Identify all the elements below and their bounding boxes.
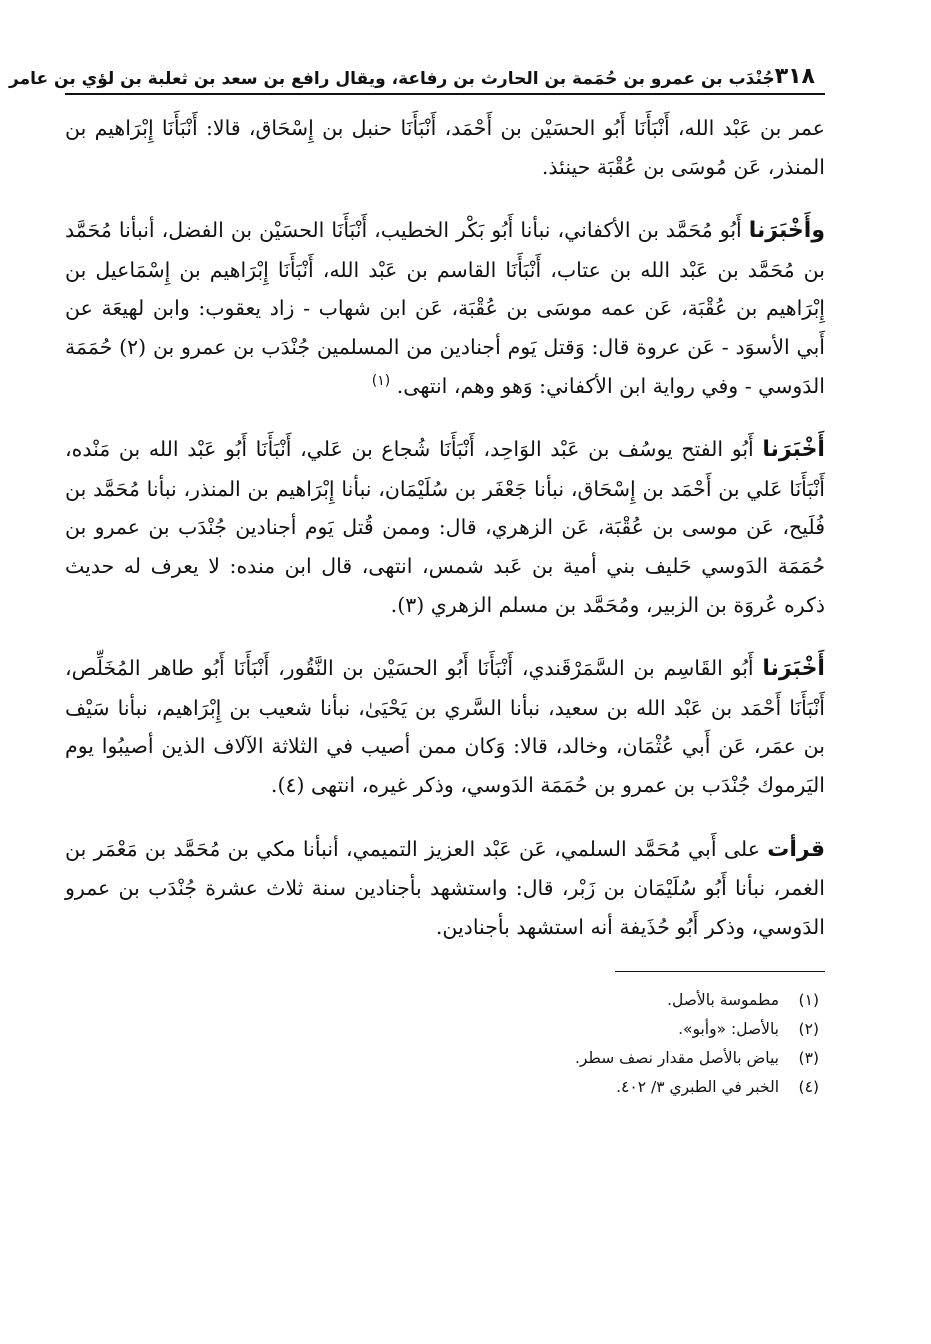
- paragraph-5: [65, 830, 825, 947]
- footnote-divider: [615, 971, 825, 972]
- paragraph-lead: قرأت: [767, 836, 825, 862]
- paragraph-lead: أَخْبَرَنا: [762, 437, 825, 463]
- footnote-number: (١): [798, 991, 819, 1010]
- paragraph-1: [65, 109, 825, 186]
- running-header-title: جُنْدَب بن عمرو بن حُمَمة بن الحارث بن رفاعة، ويقال رافع بن سعد بن ثعلبة بن لؤي بن عامر: [9, 69, 775, 89]
- paragraph-2: [65, 211, 825, 405]
- paragraph-text: أَبُو الفتح يوسُف بن عَبْد الوَاحِد، أَنْبَأَنَا شُجاع بن عَلي، أَنْبَأَنَا أَبُو عَبْد الله بن مَنْده، أَنْبَأَنَا عَلي بن أَحْمَد بن إِسْحَاق، نبأنا جَعْفَر بن سُلَيْمَان، نبأنا إِبْرَاهيم بن المنذر، نبأنا مُحَمَّد بن فُلَيح، عَن موسى بن عُقْبَة، عَن الزهري، قال: وممن قُتل يَوم أجنادين جُنْدَب بن عمرو بن حُمَمَة الدَوسي حَليف بني أمية بن عَبد شمس، انتهى، قال ابن منده: لا يعرف له حديث ذكره عُروَة بن الزبير، ومُحَمَّد بن مسلم الزهري (٣).: [65, 437, 825, 617]
- footnote-number: (٣): [798, 1049, 819, 1068]
- main-text: [65, 109, 825, 946]
- running-header: [9, 55, 825, 95]
- paragraph-text: على أَبي مُحَمَّد السلمي، عَن عَبْد العزيز التميمي، أنبأنا مكي بن مُحَمَّد بن مَعْمَر بن الغمر، نبأنا أَبُو سُلَيْمَان بن زَبْر، قال: واستشهد بأجنادين سنة ثلاث عشرة جُنْدَب بن عمرو الدَوسي، وذكر أَبُو حُذَيفة أنه استشهد بأجنادين.: [65, 836, 825, 939]
- footnote-3: [65, 1044, 825, 1073]
- book-page: [9, 55, 825, 1315]
- footnotes: [65, 986, 825, 1102]
- footnote-number: (٢): [798, 1020, 819, 1039]
- paragraph-4: [65, 649, 825, 804]
- paragraph-text: عمر بن عَبْد الله، أَنْبَأَنَا أَبُو الحسَيْن بن أَحْمَد، أَنْبَأَنَا حنبل بن إِسْحَاق، قالا: أَنْبَأَنَا إِبْرَاهيم بن المنذر، عَن مُوسَى بن عُقْبَة حينئذ.: [65, 116, 825, 179]
- paragraph-3: [65, 430, 825, 624]
- footnote-marker: (١): [371, 372, 391, 389]
- page-number: ٣١٨: [774, 64, 815, 89]
- paragraph-text: أَبُو مُحَمَّد بن الأكفاني، نبأنا أَبُو بَكْر الخطيب، أَنْبَأَنَا الحسَيْن بن الفضل، أنبأنا مُحَمَّد بن مُحَمَّد بن عَبْد الله بن عتاب، أَنْبَأَنَا القاسم بن عَبْد الله، أَنْبَأَنَا إِبْرَاهيم بن إِسْمَاعيل بن إِبْرَاهيم بن عُقْبَة، عَن عمه موسَى بن عُقْبَة، عَن ابن شهاب - زاد يعقوب: وابن لهيعَة عن أَبي الأسوَد - عَن عروة قال: وَقتل يَوم أجنادين من المسلمين جُنْدَب بن عمرو بن (٢) حُمَمَة الدَوسي - وفي رواية ابن الأكفاني: وَهو وهم، انتهى.: [65, 218, 825, 398]
- footnote-text: بالأصل: «وأبو».: [678, 1020, 779, 1039]
- footnote-text: بياض بالأصل مقدار نصف سطر.: [575, 1049, 779, 1068]
- footnote-2: [65, 1015, 825, 1044]
- footnote-4: [65, 1073, 825, 1102]
- footnote-text: مطموسة بالأصل.: [667, 991, 779, 1010]
- footnote-number: (٤): [798, 1078, 819, 1097]
- footnote-1: [65, 986, 825, 1015]
- paragraph-text: أَبُو القَاسِم بن السَّمَرْقَندي، أَنْبَأَنَا أَبُو الحسَيْن بن النَّقُور، أَنْبَأَنَا أَبُو طاهر المُخَلِّص، أَنْبَأَنَا أَحْمَد بن عَبْد الله بن سعيد، نبأنا السَّري بن يَحْيَىٰ، نبأنا شعيب بن إِبْرَاهيم، نبأنا سَيْف بن عمَر، عَن أَبي عُثْمَان، وخالد، قالا: وَكان ممن أصيب في الثلاثة الآلاف الذين أصيبُوا يوم اليَرموك جُنْدَب بن عمرو بن حُمَمَة الدَوسي، وذكر غيره، انتهى (٤).: [65, 656, 825, 797]
- footnote-text: الخبر في الطبري ٣/ ٤٠٢.: [616, 1078, 779, 1097]
- paragraph-lead: وأَخْبَرَنا: [748, 218, 825, 244]
- paragraph-lead: أَخْبَرَنا: [762, 656, 825, 682]
